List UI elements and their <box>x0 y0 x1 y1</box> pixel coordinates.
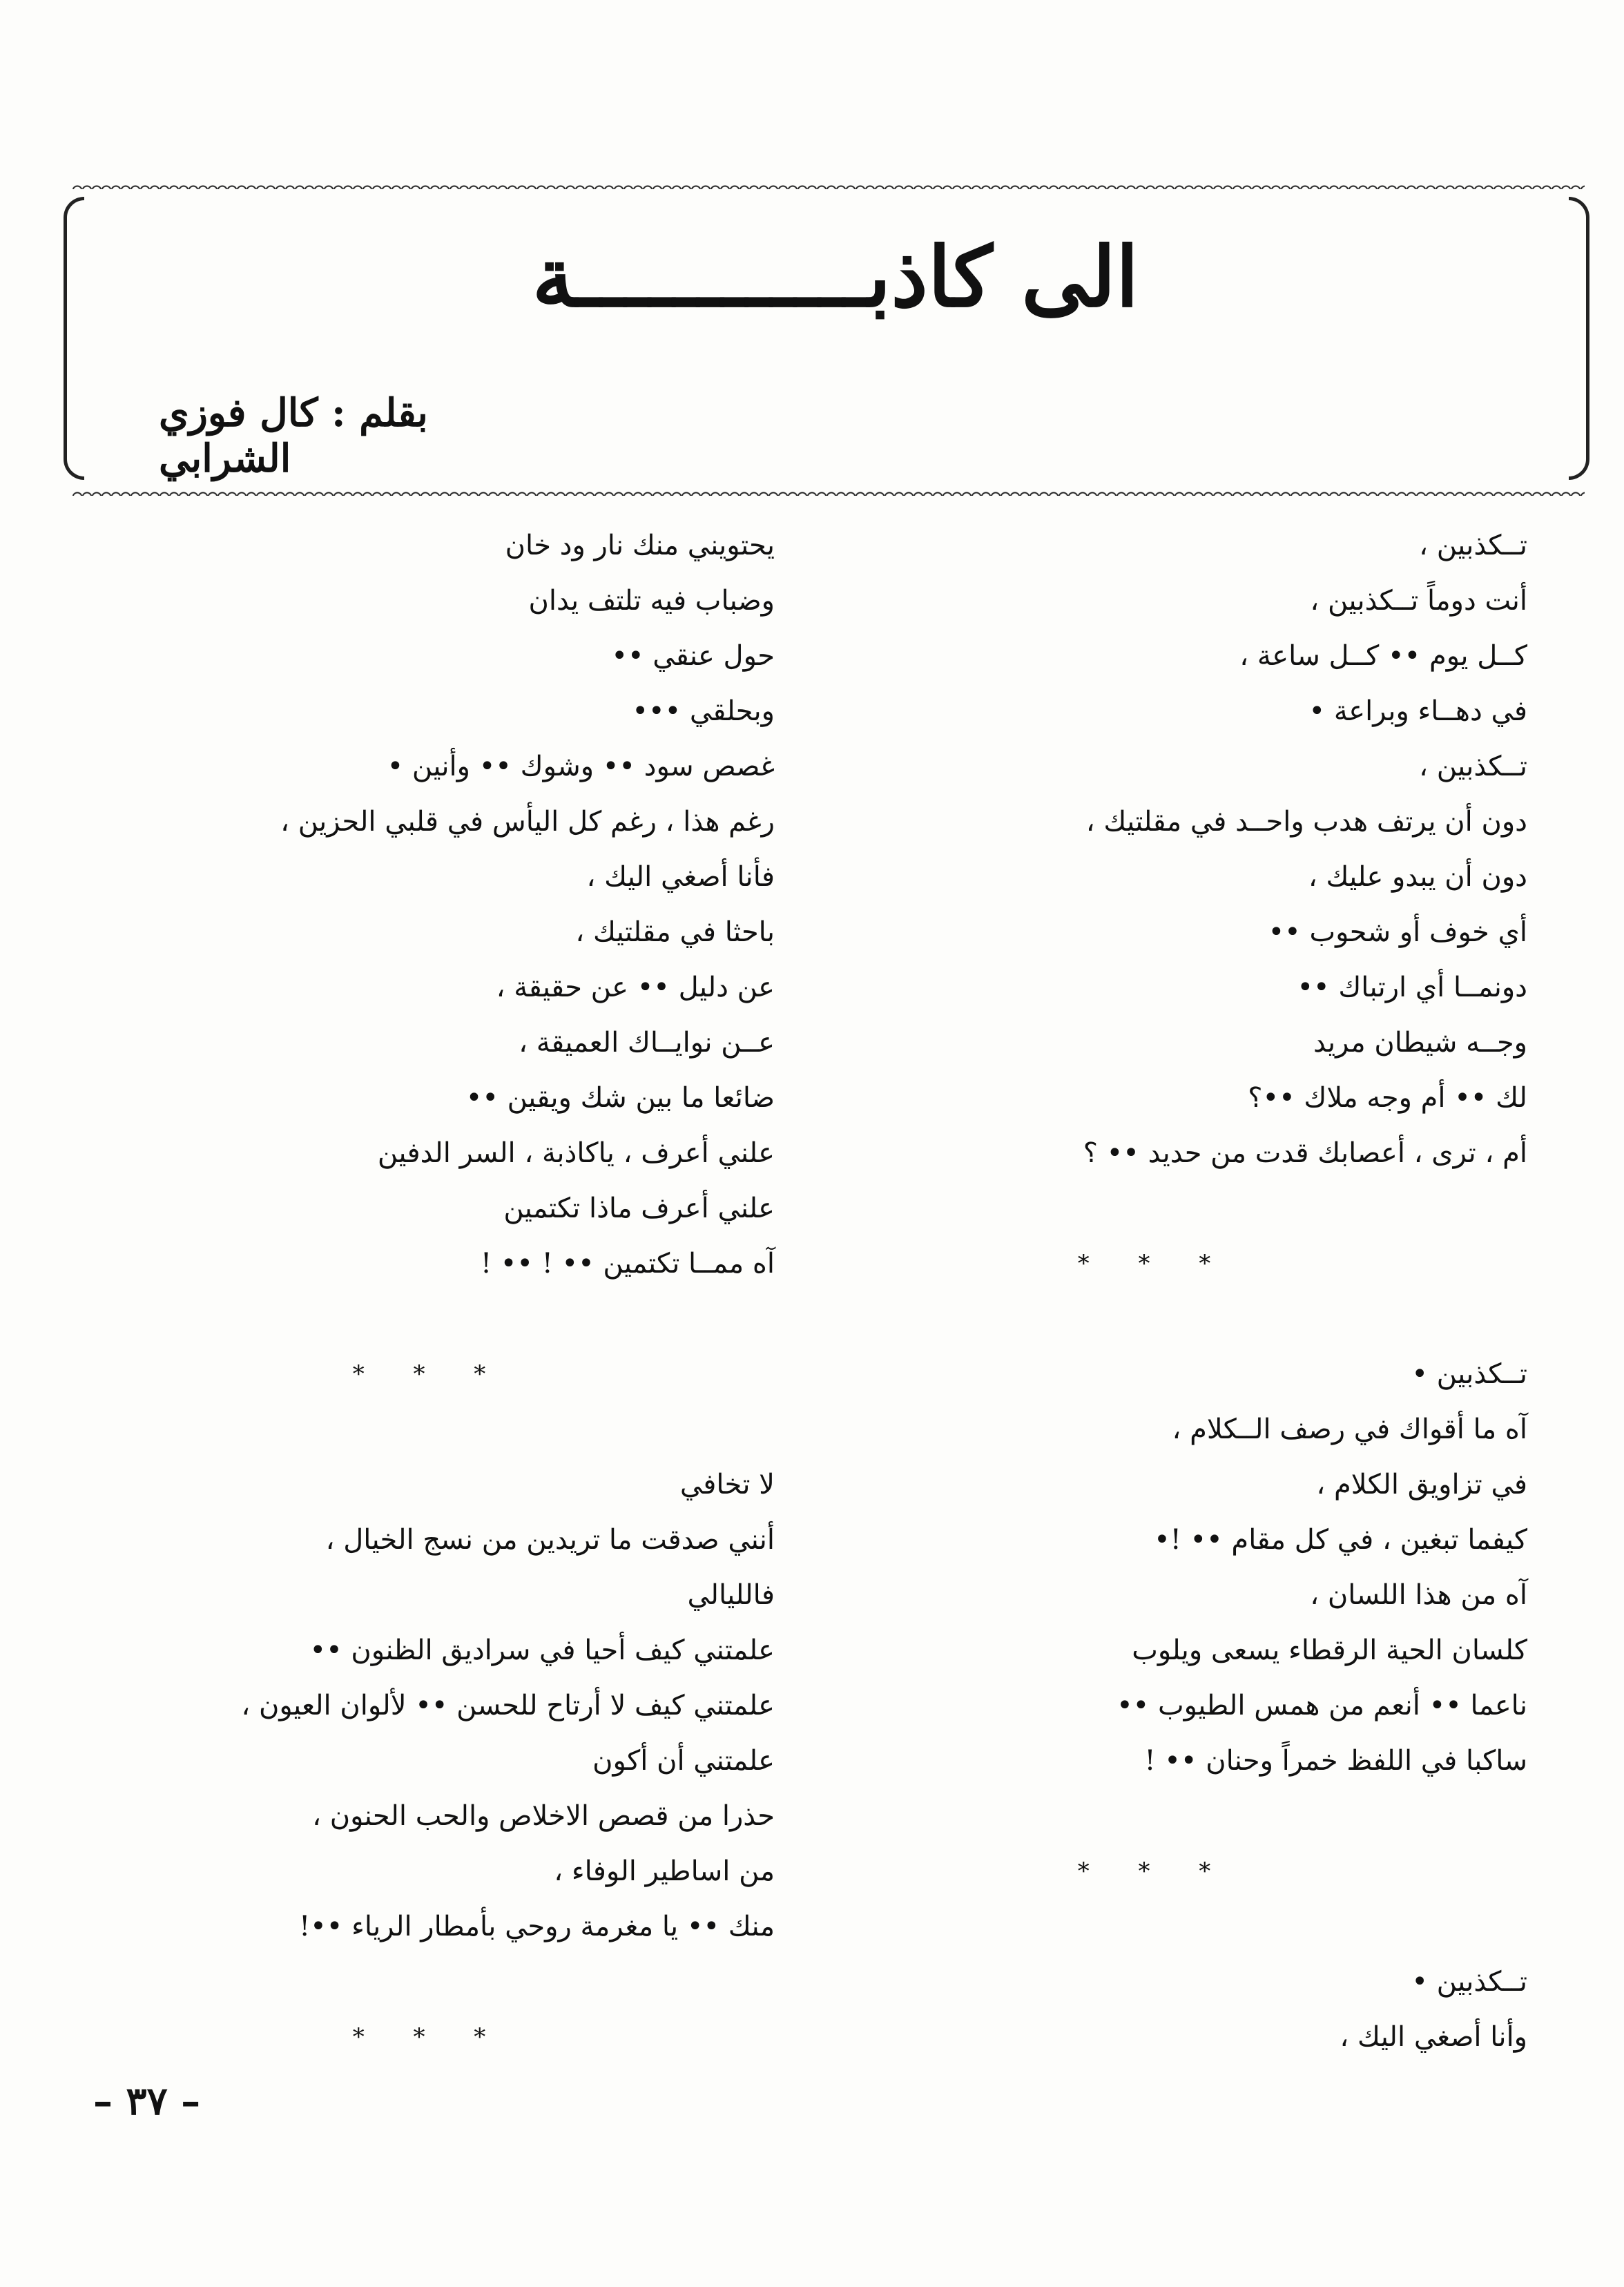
verse-line: وبحلقي ••• <box>632 695 775 727</box>
stanza-gap <box>782 1181 1527 1236</box>
header-bracket-left <box>64 197 84 480</box>
verse-line: دونمــا أي ارتباك •• <box>1297 972 1527 1003</box>
verse-line: أنت دوماً تــكذبين ، <box>1310 585 1527 617</box>
header-bracket-right <box>1569 197 1589 480</box>
verse-line: عن دليل •• عن حقيقة ، <box>496 972 775 1003</box>
stanza-gap <box>782 1899 1527 1954</box>
stanza-separator: * * * <box>352 2023 507 2051</box>
stanza-gap <box>782 1788 1527 1844</box>
verse-line: تــكذبين ، <box>1419 751 1527 782</box>
stanza-gap <box>84 1954 775 2009</box>
header-top-rule <box>72 181 1585 189</box>
verse-line: ضائعا ما بين شك ويقين •• <box>465 1082 775 1114</box>
verse-line: دون أن يرتف هدب واحــد في مقلتيك ، <box>1085 806 1527 838</box>
verse-line: ناعما •• أنعم من همس الطيوب •• <box>1116 1690 1527 1721</box>
verse-line: تــكذبين • <box>1411 1966 1527 1998</box>
verse-line: حذرا من قصص الاخلاص والحب الحنون ، <box>312 1800 775 1832</box>
verse-line: كــل يوم •• كــل ساعة ، <box>1239 640 1527 672</box>
poem-column-right <box>782 518 1527 2065</box>
verse-line: كيفما تبغين ، في كل مقام •• !• <box>1154 1524 1527 1556</box>
verse-line: باحثا في مقلتيك ، <box>575 916 775 948</box>
header-bottom-rule <box>72 488 1585 496</box>
stanza-separator: * * * <box>1077 1250 1232 1277</box>
verse-line: رغم هذا ، رغم كل اليأس في قلبي الحزين ، <box>280 806 775 838</box>
verse-line: كلسان الحية الرقطاء يسعى ويلوب <box>1132 1634 1527 1666</box>
verse-line: أم ، ترى ، أعصابك قدت من حديد •• ؟ <box>1083 1137 1527 1169</box>
verse-line: علمتني كيف أحيا في سراديق الظنون •• <box>309 1634 775 1666</box>
verse-line: في دهــاء وبراعة • <box>1308 695 1527 727</box>
verse-line: غصص سود •• وشوك •• وأنين • <box>387 751 775 782</box>
verse-line: علمتني كيف لا أرتاح للحسن •• لألوان العيون ، <box>241 1690 775 1721</box>
verse-line: آه ممــا تكتمين •• ! •• ! <box>481 1248 775 1280</box>
verse-line: وضباب فيه تلتف يدان <box>528 585 775 617</box>
verse-line: من اساطير الوفاء ، <box>554 1855 775 1887</box>
verse-line: لك •• أم وجه ملاك ••؟ <box>1248 1082 1527 1114</box>
verse-line: فالليالي <box>687 1579 775 1611</box>
stanza-separator: * * * <box>1077 1857 1232 1885</box>
verse-line: عــن نوايــاك العميقة ، <box>519 1027 775 1059</box>
verse-line: علني أعرف ، ياكاذبة ، السر الدفين <box>377 1137 775 1169</box>
verse-line: أي خوف أو شحوب •• <box>1268 916 1527 948</box>
verse-line: لا تخافي <box>679 1469 775 1500</box>
verse-line: دون أن يبدو عليك ، <box>1308 861 1527 893</box>
verse-line: وجــه شيطان مريد <box>1313 1027 1527 1059</box>
author-byline: بقلم : كال فوزي الشرابي <box>159 390 428 481</box>
verse-line: علمتني أن أكون <box>592 1745 775 1777</box>
verse-line: في تزاويق الكلام ، <box>1316 1469 1527 1500</box>
verse-line: تــكذبين • <box>1411 1358 1527 1390</box>
page-number: – ٣٧ – <box>93 2078 201 2124</box>
verse-line: يحتويني منك نار ود خان <box>505 530 775 561</box>
verse-line: علني أعرف ماذا تكتمين <box>503 1193 775 1224</box>
verse-line: أنني صدقت ما تريدين من نسج الخيال ، <box>325 1524 775 1556</box>
verse-line: تــكذبين ، <box>1419 530 1527 561</box>
verse-line: وأنا أصغي اليك ، <box>1340 2021 1527 2053</box>
verse-line: ساكبا في اللفظ خمراً وحنان •• ! <box>1144 1745 1527 1777</box>
verse-line: آه من هذا اللسان ، <box>1310 1579 1527 1611</box>
stanza-gap <box>782 1291 1527 1347</box>
poem-column-left <box>84 518 775 2065</box>
verse-line: حول عنقي •• <box>611 640 775 672</box>
verse-line: آه ما أقواك في رصف الــكلام ، <box>1172 1413 1527 1445</box>
stanza-gap <box>84 1291 775 1347</box>
verse-line: فأنا أصغي اليك ، <box>586 861 775 893</box>
stanza-gap <box>84 1402 775 1457</box>
poem-title: الى كاذبــــــــــــة <box>532 229 1139 326</box>
stanza-separator: * * * <box>352 1360 507 1388</box>
verse-line: منك •• يا مغرمة روحي بأمطار الرياء ••! <box>299 1911 775 1942</box>
